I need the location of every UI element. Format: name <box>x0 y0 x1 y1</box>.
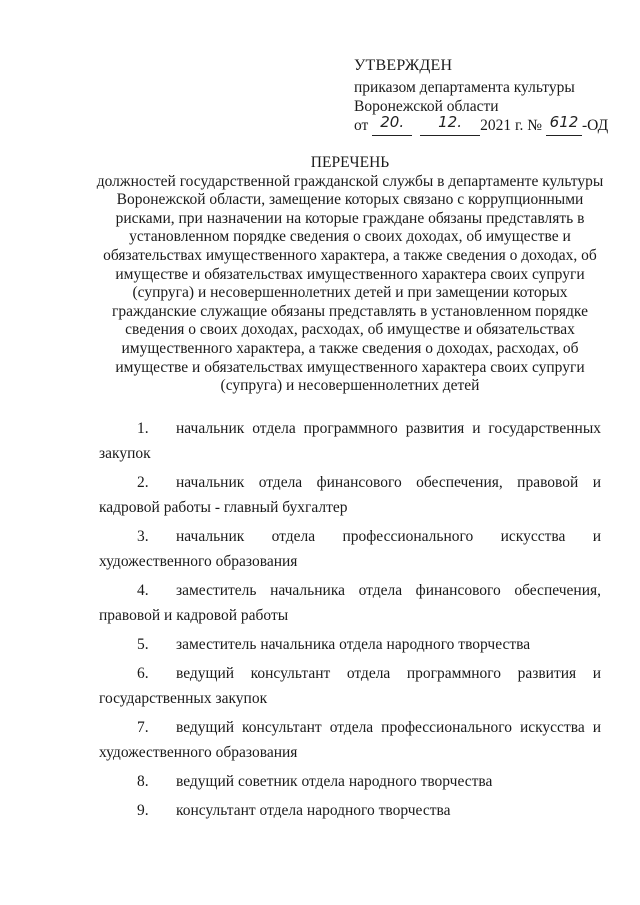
item-text: заместитель начальника отдела народного творчества <box>176 636 531 653</box>
order-number: 612 <box>549 113 579 131</box>
approval-block <box>354 56 624 136</box>
approval-date-line <box>354 113 624 136</box>
item-number: 6. <box>137 665 149 682</box>
title-heading: ПЕРЕЧЕНЬ <box>310 154 390 171</box>
document-title <box>90 154 610 396</box>
item-text: начальник отдела финансового обеспечения, правовой и кадровой работы - главный бухгалтер <box>99 474 601 516</box>
item-text: заместитель начальника отдела финансового обеспечения, правовой и кадровой работы <box>99 582 601 624</box>
list-item <box>99 632 601 657</box>
list-item <box>99 578 601 628</box>
date-day-field <box>372 113 412 136</box>
date-month: 12. <box>438 113 462 131</box>
item-number: 3. <box>137 528 149 545</box>
item-number: 4. <box>137 582 149 599</box>
list-item <box>99 470 601 520</box>
approval-line-2: Воронежской области <box>354 98 499 115</box>
item-text: ведущий консультант отдела программного развития и государственных закупок <box>99 665 601 707</box>
list-item <box>99 524 601 574</box>
from-label: от <box>354 117 369 134</box>
item-text: начальник отдела профессионального искусства и художественного образования <box>99 528 601 570</box>
item-text: начальник отдела программного развития и государственных закупок <box>99 420 601 462</box>
year-number-label: 2021 г. № <box>480 117 543 134</box>
order-number-field <box>546 113 582 136</box>
date-month-field <box>420 113 480 136</box>
item-number: 8. <box>137 773 149 790</box>
item-number: 9. <box>137 802 149 819</box>
item-text: ведущий консультант отдела профессионального искусства и художественного образования <box>99 719 601 761</box>
item-text: консультант отдела народного творчества <box>176 802 451 819</box>
list-item <box>99 798 601 823</box>
positions-list <box>99 416 601 823</box>
item-number: 7. <box>137 719 149 736</box>
date-day: 20. <box>380 113 405 131</box>
list-item <box>99 769 601 794</box>
item-number: 5. <box>137 636 149 653</box>
list-item <box>99 715 601 765</box>
order-suffix: -ОД <box>581 117 609 134</box>
list-item <box>99 661 601 711</box>
title-description: должностей государственной гражданской службы в департаменте культуры Воронежской области, замещение которых связано с коррупционными рисками, при назначении на которые граждане обязаны представлять в установленном порядке сведения о своих доходах, об имуществе и обязательствах имущественного характера, а также сведения о доходах, об имуществе и обязательствах имущественного характера своих супруги (супруга) и несовершеннолетних детей и при замещении которых гражданские служащие обязаны представлять в установленном порядке сведения о своих доходах, расходах, об имуществе и обязательствах имущественного характера, а также сведения о доходах, расходах, об имуществе и обязательствах имущественного характера своих супруги (супруга) и несовершеннолетних детей <box>96 172 604 395</box>
item-number: 1. <box>137 420 149 437</box>
approval-line-1: приказом департамента культуры <box>354 79 575 96</box>
list-item <box>99 416 601 466</box>
approval-heading: УТВЕРЖДЕН <box>354 57 453 74</box>
item-text: ведущий советник отдела народного творчества <box>176 773 493 790</box>
item-number: 2. <box>137 474 149 491</box>
